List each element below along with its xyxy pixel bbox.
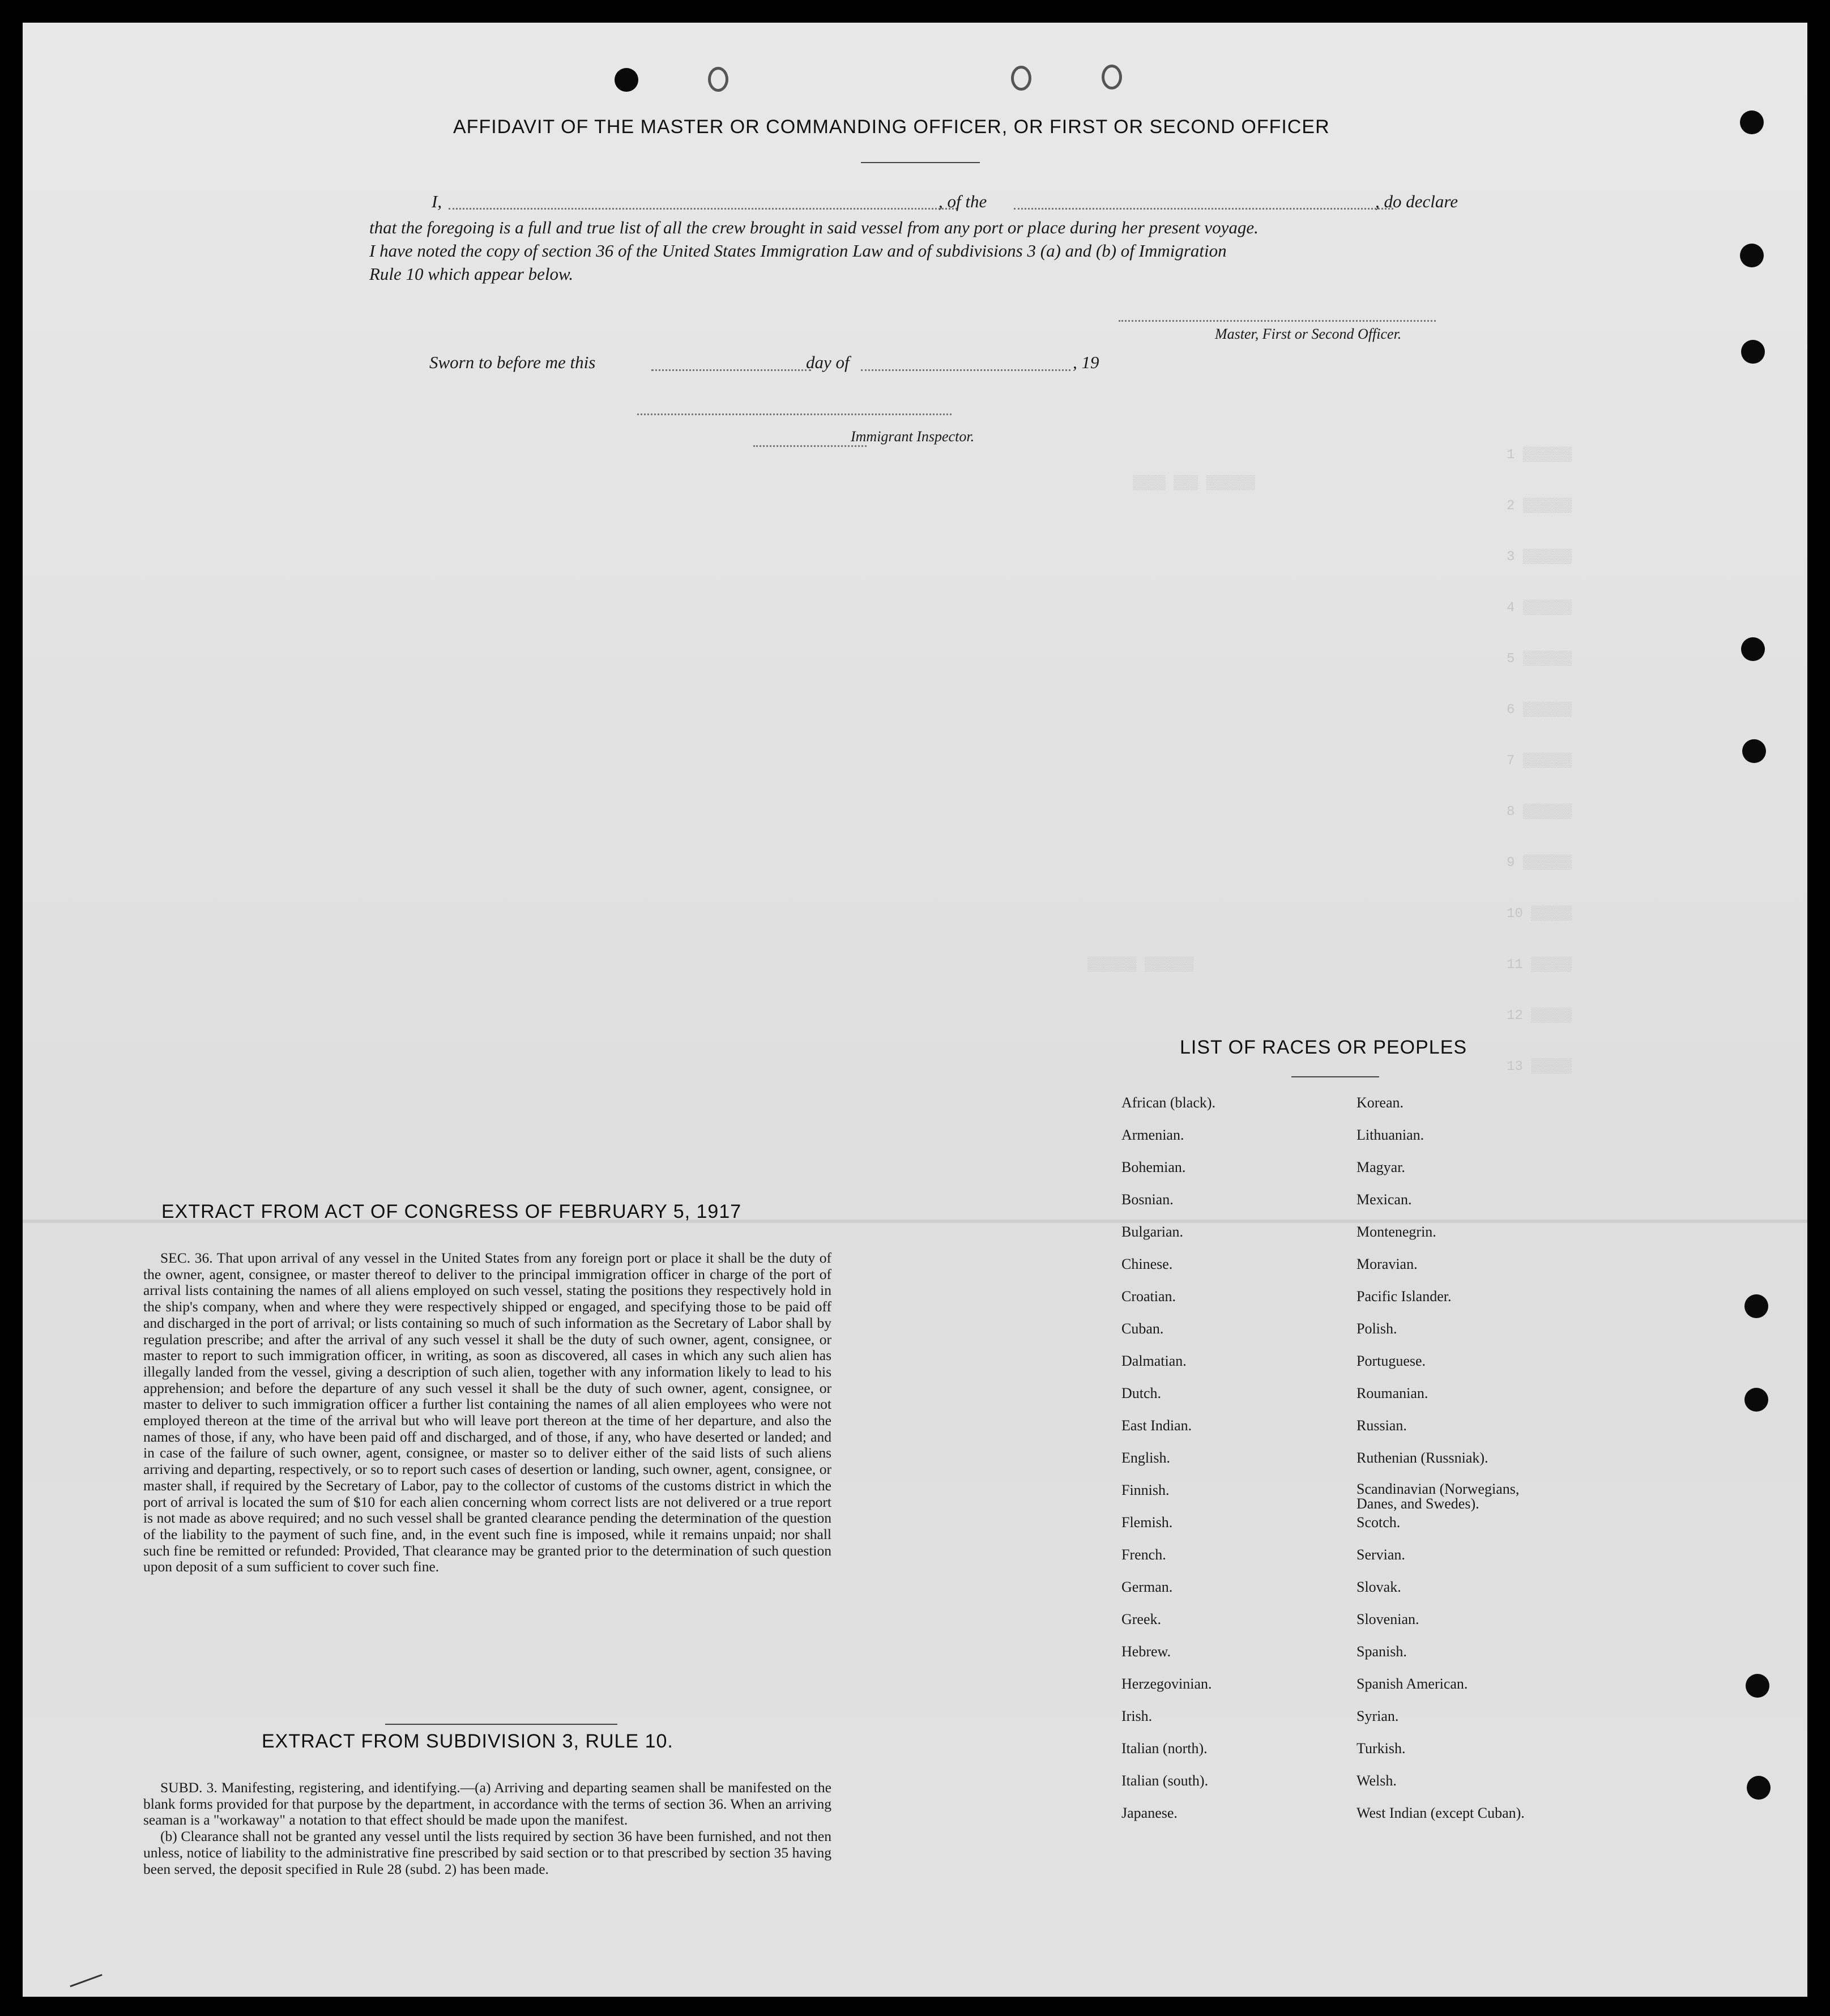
bleed-through-row: ▒▒▒▒▒▒ ▒▒▒▒▒▒ [1087,957,1194,973]
race-item: Greek. [1121,1611,1162,1627]
race-item: East Indian. [1121,1417,1192,1434]
bleed-through-row: 11 ▒▒▒▒▒ [1507,957,1572,973]
day-of-label: day of [806,352,850,372]
race-item: Herzegovinian. [1121,1676,1212,1692]
race-item: Finnish. [1121,1482,1170,1498]
race-item: West Indian (except Cuban). [1356,1805,1525,1821]
race-item: Bosnian. [1121,1191,1174,1208]
race-item: Magyar. [1356,1159,1405,1175]
bleed-through-row: 5 ▒▒▒▒▒▒ [1507,651,1572,667]
sworn-label: Sworn to before me this [429,352,596,372]
race-item: Spanish American. [1356,1676,1468,1692]
signature-label: Master, First or Second Officer. [1215,326,1402,342]
punch-hole [1740,244,1764,267]
bleed-through-row: 13 ▒▒▒▒▒ [1507,1059,1572,1075]
name-field[interactable] [449,208,957,210]
race-item: Moravian. [1356,1256,1418,1272]
race-item: Lithuanian. [1356,1127,1424,1143]
race-item: Roumanian. [1356,1385,1428,1401]
rule-paragraph-a: SUBD. 3. Manifesting, registering, and identifying.—(a) Arriving and departing seamen shall be manifested on the blank forms provided for that purpose by the department, in accordance with the terms of section 36. When an arriving seaman is a "workaway" a notation to that effect should be made upon the manifest. [143,1779,831,1829]
race-item: Armenian. [1121,1127,1184,1143]
punch-hole [1742,739,1766,763]
race-item: Ruthenian (Russniak). [1356,1450,1488,1466]
affidavit-line-2: I have noted the copy of section 36 of the United States Immigration Law and of subdivisions 3 (a) and (b) of Immigration [369,241,1227,261]
sworn-month-field[interactable] [861,369,1070,371]
race-item: Slovak. [1356,1579,1401,1595]
race-item: Croatian. [1121,1288,1176,1305]
race-item: Italian (north). [1121,1740,1208,1757]
race-item: German. [1121,1579,1173,1595]
act-paragraph: SEC. 36. That upon arrival of any vessel in the United States from any foreign port or place it shall be the duty of the owner, agent, consignee, or master thereof to deliver to the principal immigration officer in charge of the port of arrival lists containing the names of all aliens employed on such vessel, stating the positions they respectively hold in the ship's company, when and where they were respectively shipped or engaged, and specifying those to be paid off and discharged in the port of arrival; or lists containing so much of such information as the Secretary of Labor shall by regulation prescribe; and after the arrival of any such vessel it shall be the duty of such owner, agent, consignee, or master to report to such immigration officer, in writing, as soon as discovered, all cases in which any such alien has illegally landed from the vessel, giving a description of such alien, together with any information likely to lead to his apprehension; and before the departure of any such vessel it shall be the duty of such owner, agent, consignee, or master to deliver to such immigration officer a further list containing the names of all alien employees who were not employed thereon at the time of the arrival but who will leave port thereon at the time of her departure, and also the names of those, if any, who have been paid off and discharged, and of those, if any, who have deserted or landed; and in case of the failure of such owner, agent, consignee, or master so to deliver either of the said lists of such aliens arriving and departing, respectively, or so to report such cases of desertion or landing, such owner, agent, consignee, or master shall, if required by the Secretary of Labor, pay to the collector of customs of the customs district in which the port of arrival is located the sum of $10 for each alien concerning whom correct lists are not delivered or a true report is not made as above required; and no such vessel shall be granted clearance pending the determination of the question of the liability to the payment of such fine, and, in the event such fine is imposed, while it remains unpaid; nor shall such fine be remitted or refunded: Provided, That clearance may be granted prior to the determination of such question upon deposit of a sum sufficient to cover such fine. [143,1250,831,1575]
bleed-through-row: 10 ▒▒▒▒▒ [1507,906,1572,922]
race-item: Mexican. [1356,1191,1412,1208]
race-item: Scotch. [1356,1514,1401,1531]
punch-hole [1740,110,1764,134]
race-item: French. [1121,1546,1166,1563]
bleed-through-row: 9 ▒▒▒▒▒▒ [1507,855,1572,871]
inspector-label: Immigrant Inspector. [851,428,975,445]
rule-subdivision-3 [143,1780,831,1877]
punch-hole [708,67,728,92]
race-item: Cuban. [1121,1320,1164,1337]
divider [861,162,980,163]
race-item: Polish. [1356,1320,1397,1337]
races-title: LIST OF RACES OR PEOPLES [1180,1037,1468,1058]
race-item: Servian. [1356,1546,1405,1563]
race-item: Bohemian. [1121,1159,1186,1175]
document-page [23,23,1807,1997]
race-item: Syrian. [1356,1708,1399,1724]
race-item: Bulgarian. [1121,1224,1184,1240]
affidavit-of-the-label: , of the [939,191,987,211]
bleed-through-row: 2 ▒▒▒▒▒▒ [1507,498,1572,514]
punch-hole [1741,340,1765,364]
punch-hole [1744,1294,1768,1318]
affidavit-declare-label: , do declare [1375,191,1458,211]
race-item: Dalmatian. [1121,1353,1187,1369]
divider [385,1724,617,1725]
race-item: Spanish. [1356,1643,1407,1660]
punch-hole [1741,637,1765,661]
race-item: Scandinavian (Norwegians, Danes, and Swedes). [1356,1481,1520,1512]
year-label: , 19 [1073,352,1099,372]
race-item: Flemish. [1121,1514,1173,1531]
race-item: Turkish. [1356,1740,1406,1757]
signature-field[interactable] [1119,320,1436,322]
race-item: Russian. [1356,1417,1407,1434]
bleed-through-row: 12 ▒▒▒▒▒ [1507,1008,1572,1024]
race-item: Welsh. [1356,1772,1397,1789]
bleed-through-row: 4 ▒▒▒▒▒▒ [1507,600,1572,616]
race-item: Japanese. [1121,1805,1178,1821]
race-item: Korean. [1356,1094,1404,1111]
race-item: Slovenian. [1356,1611,1419,1627]
affidavit-line-1: that the foregoing is a full and true list of all the crew brought in said vessel from any port or place during her present voyage. [369,218,1259,237]
inspector-signature-field[interactable] [637,414,952,415]
punch-hole [1746,1674,1769,1698]
rule-paragraph-b: (b) Clearance shall not be granted any vessel until the lists required by section 36 have been furnished, and not then unless, notice of liability to the administrative fine prescribed by said section or to that prescribed by section 35 having been served, the deposit specified in Rule 28 (subd. 2) has been made. [143,1828,831,1877]
affidavit-line-3: Rule 10 which appear below. [369,264,574,284]
bleed-through-row: ▒▒▒▒ ▒▒▒ ▒▒▒▒▒▒ [1133,476,1256,491]
inspector-name-field[interactable] [753,445,867,447]
race-item: Pacific Islander. [1356,1288,1452,1305]
bleed-through-row: 8 ▒▒▒▒▒▒ [1507,804,1572,820]
punch-hole [615,68,638,92]
act-title: EXTRACT FROM ACT OF CONGRESS OF FEBRUARY 5, 1917 [161,1201,742,1222]
race-item: Irish. [1121,1708,1153,1724]
race-item: Hebrew. [1121,1643,1171,1660]
race-item: English. [1121,1450,1170,1466]
punch-hole [1011,66,1031,91]
race-item: Chinese. [1121,1256,1173,1272]
race-item: Dutch. [1121,1385,1162,1401]
races-left-column [1121,1094,1215,1837]
races-right-column [1356,1094,1560,1837]
act-section-36 [143,1250,831,1575]
affidavit-i-label: I, [432,191,442,211]
divider [1291,1076,1379,1077]
punch-hole [1747,1776,1771,1800]
sworn-day-field[interactable] [651,369,811,371]
bleed-through-row: 3 ▒▒▒▒▒▒ [1507,549,1572,565]
bleed-through-row: 6 ▒▒▒▒▒▒ [1507,702,1572,718]
affidavit-title: AFFIDAVIT OF THE MASTER OR COMMANDING OFFICER, OR FIRST OR SECOND OFFICER [453,116,1330,138]
bleed-through-row: 1 ▒▒▒▒▒▒ [1507,447,1572,463]
race-item: Montenegrin. [1356,1224,1436,1240]
pencil-mark [70,1974,102,1987]
rule-title: EXTRACT FROM SUBDIVISION 3, RULE 10. [262,1731,673,1752]
punch-hole [1744,1388,1768,1412]
bleed-through-row: 7 ▒▒▒▒▒▒ [1507,753,1572,769]
race-item: Italian (south). [1121,1772,1209,1789]
vessel-field[interactable] [1014,208,1393,210]
punch-hole [1102,65,1122,89]
race-item: Portuguese. [1356,1353,1426,1369]
race-item: African (black). [1121,1094,1216,1111]
